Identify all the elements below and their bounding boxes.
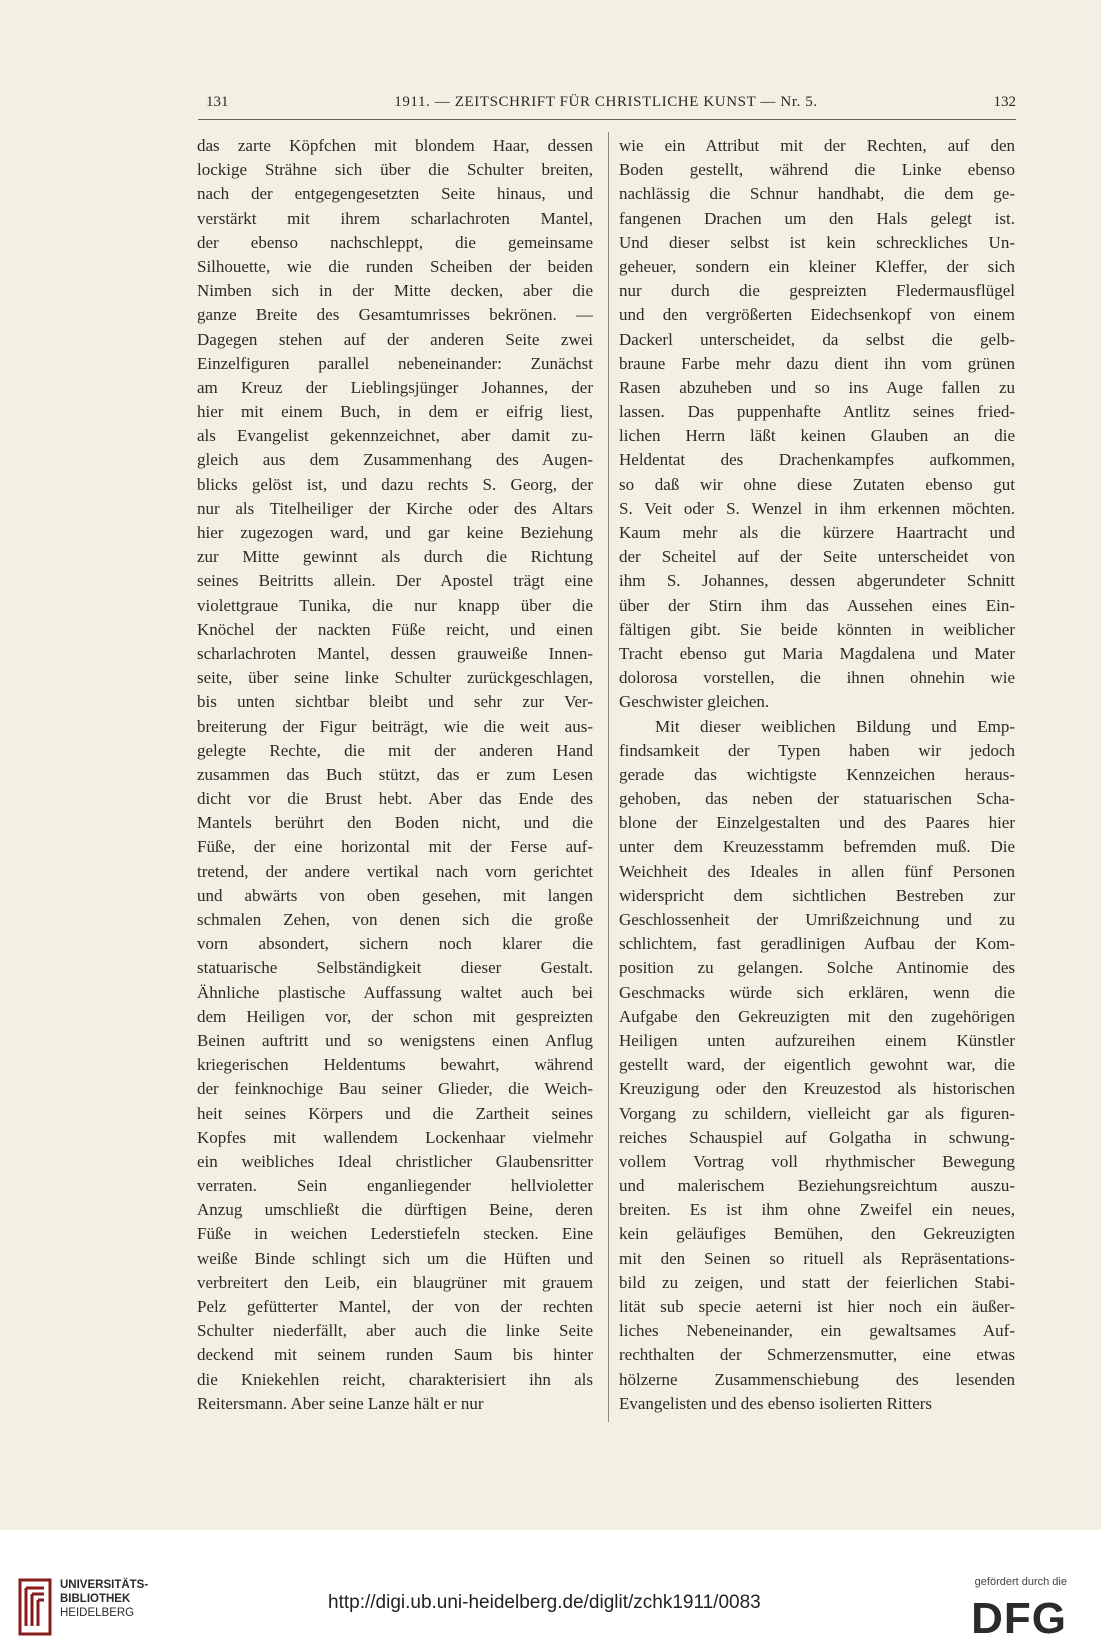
text-line: position zu gelangen. Solche Antinomie des <box>619 958 1015 978</box>
text-line: rechthalten der Schmerzensmutter, eine etwas <box>619 1345 1015 1365</box>
text-line: der Scheitel auf der Seite unterscheidet von <box>619 547 1015 567</box>
text-line: der ebenso nachschleppt, die gemeinsame <box>197 232 593 252</box>
text-line: fältigen gibt. Sie beide könnten in weiblicher <box>619 619 1015 639</box>
text-line: fangenen Drachen um den Hals gelegt ist. <box>619 208 1015 228</box>
text-line: gerade das wichtigste Kennzeichen heraus- <box>619 764 1015 784</box>
text-line: Weichheit des Ideales in allen fünf Personen <box>619 861 1015 881</box>
text-line: Schulter niederfällt, aber auch die linke Seite <box>197 1321 593 1341</box>
text-line: vorn absondert, sichern noch klarer die <box>197 934 593 954</box>
text-line: Kaum mehr als die kürzere Haartracht und <box>619 523 1015 542</box>
text-line: Und dieser selbst ist kein schreckliches Un- <box>619 232 1015 252</box>
text-line: Dagegen stehen auf der anderen Seite zwei <box>197 329 593 349</box>
running-header <box>196 92 1016 118</box>
text-line: gestellt ward, der eigentlich gewohnt war, die <box>619 1055 1015 1075</box>
text-line: verraten. Sein enganliegender hellvioletter <box>197 1176 593 1196</box>
text-line: nur durch die gespreizten Fledermausflügel <box>619 281 1015 301</box>
text-line: Kreuzigung oder den Kreuzestod als historischen <box>619 1079 1015 1099</box>
university-library-logo-icon <box>18 1578 52 1636</box>
text-line: widerspricht dem sichtlichen Bestreben zur <box>619 885 1015 905</box>
text-line: Geschlossenheit der Umrißzeichnung und zu <box>619 910 1015 929</box>
text-line: dem Heiligen vor, der schon mit gespreizten <box>197 1006 593 1026</box>
text-line: dolorosa vorstellen, die ihnen ohnehin wie <box>619 668 1015 688</box>
text-line: violettgraue Tunika, die nur knapp über die <box>197 595 593 615</box>
text-line: verstärkt mit ihrem scharlachroten Mantel, <box>197 208 593 228</box>
text-line: und den vergrößerten Eidechsenkopf von einem <box>619 305 1015 325</box>
text-line: Aufgabe den Gekreuzigten mit den zugehörigen <box>619 1006 1015 1026</box>
text-line: schmalen Zehen, von denen sich die große <box>197 910 593 929</box>
text-line: gelegte Rechte, die mit der anderen Hand <box>197 740 593 760</box>
text-line: kriegerischen Heldentums bewahrt, während <box>197 1055 593 1075</box>
library-line: HEIDELBERG <box>60 1607 135 1619</box>
text-line: Füße in weichen Lederstiefeln stecken. Eine <box>197 1224 593 1244</box>
text-line: seite, über seine linke Schulter zurückgeschlagen, <box>197 668 593 688</box>
header-rule <box>198 119 1016 120</box>
text-line: breiterung der Figur beiträgt, wie die weit aus- <box>197 716 593 736</box>
text-line: scharlachroten Mantel, dessen grauweiße Innen- <box>197 643 593 663</box>
text-line: tretend, der andere vertikal nach vorn gerichtet <box>197 861 593 881</box>
text-line: lität sub specie aeterni ist hier noch ein äußer- <box>619 1297 1015 1316</box>
text-line: Einzelfiguren parallel nebeneinander: Zunächst <box>197 353 593 373</box>
text-line: breiten. Es ist ihm ohne Zweifel ein neues, <box>619 1200 1015 1220</box>
text-line: wie ein Attribut mit der Rechten, auf den <box>619 136 1015 155</box>
text-line: nachlässig die Schnur handhabt, die dem ge- <box>619 184 1015 204</box>
text-line: zusammen das Buch stützt, das er zum Lesen <box>197 764 593 784</box>
text-line: verbreitert den Leib, ein blaugrüner mit grauem <box>197 1272 593 1292</box>
text-line: und abwärts von oben gesehen, mit langen <box>197 885 593 905</box>
column-divider <box>608 132 609 1422</box>
text-line: findsamkeit der Typen haben wir jedoch <box>619 740 1015 760</box>
text-line: braune Farbe mehr dazu dient ihn vom grünen <box>619 353 1015 373</box>
text-line: Reitersmann. Aber seine Lanze hält er nur <box>197 1393 484 1413</box>
text-line: ganze Breite des Gesamtumrisses bekrönen. — <box>197 305 593 325</box>
text-line: Mit dieser weiblichen Bildung und Emp- <box>655 716 1015 736</box>
text-line: Beinen auftritt und so wenigstens einen Anflug <box>197 1030 593 1050</box>
text-line: reiches Schauspiel auf Golgatha in schwung- <box>619 1127 1015 1147</box>
text-line: kein geläufiges Bemühen, den Gekreuzigten <box>619 1224 1015 1244</box>
text-line: Füße, der eine horizontal mit der Ferse auf- <box>197 837 593 857</box>
text-line: nur als Titelheiliger der Kirche oder des Altars <box>197 498 593 518</box>
text-line: hölzerne Zusammenschiebung des lesenden <box>619 1369 1015 1389</box>
text-line: hier mit einem Buch, in dem er eifrig liest, <box>197 402 593 422</box>
text-line: hier zugezogen ward, und gar keine Beziehung <box>197 523 593 542</box>
text-line: als Evangelist gekennzeichnet, aber damit zu- <box>197 426 593 446</box>
text-line: Dackerl unterscheidet, da selbst die gelb- <box>619 329 1015 349</box>
text-line: seines Beitritts allein. Der Apostel trägt eine <box>197 571 593 591</box>
text-line: unter dem Kreuzesstamm befremden muß. Die <box>619 837 1015 857</box>
text-line: schlichtem, fast geradlinigen Aufbau der Kom- <box>619 934 1015 954</box>
text-line: weiße Binde schlingt sich um die Hüften und <box>197 1248 593 1268</box>
text-line: Evangelisten und des ebenso isolierten Ritters <box>619 1393 933 1413</box>
library-line: UNIVERSITÄTS- <box>60 1579 149 1591</box>
text-line: nach der entgegengesetzten Seite hinaus, und <box>197 184 593 204</box>
text-line: Mantels berührt den Boden nicht, und die <box>197 813 593 833</box>
text-line: lockige Strähne sich über die Schulter breiten, <box>197 160 593 180</box>
text-line: deckend mit seinem runden Saum bis hinter <box>197 1345 593 1365</box>
text-line: Silhouette, wie die runden Scheiben der beiden <box>197 256 593 276</box>
text-line: Tracht ebenso gut Maria Magdalena und Mater <box>619 643 1015 663</box>
text-line: heit seines Körpers und die Zartheit seines <box>197 1103 593 1123</box>
text-line: blicks gelöst ist, und dazu rechts S. Georg, der <box>197 474 593 494</box>
text-line: lassen. Das puppenhafte Antlitz seines fried- <box>619 402 1015 422</box>
text-line: ihm S. Johannes, dessen abgerundeter Schnitt <box>619 571 1015 591</box>
text-line: ein weibliches Ideal christlicher Glaubensritter <box>197 1151 593 1171</box>
text-line: Geschmacks würde sich erklären, wenn die <box>619 982 1015 1002</box>
text-line: bis unten sichtbar bleibt und sehr zur Ver- <box>197 692 593 712</box>
running-title: 1911. — ZEITSCHRIFT FÜR CHRISTLICHE KUNST — Nr. 5. <box>394 94 818 110</box>
text-line: Heldentat des Drachenkampfes aufkommen, <box>619 450 1015 470</box>
text-line: Anzug umschließt die dürftigen Beine, deren <box>197 1200 593 1220</box>
dfg-logo: DFG <box>971 1594 1067 1643</box>
text-line: geheuer, sondern ein kleiner Kleffer, der sich <box>619 256 1015 276</box>
text-line: Heiligen unten aufzureihen einem Künstler <box>619 1030 1015 1050</box>
text-line: Knöchel der nackten Füße reicht, und einen <box>197 619 593 639</box>
text-line: Geschwister gleichen. <box>619 692 770 712</box>
text-line: statuarische Selbständigkeit dieser Gestalt. <box>197 958 593 978</box>
permalink-url[interactable]: http://digi.ub.uni-heidelberg.de/diglit/zchk1911/0083 <box>328 1592 761 1613</box>
page-number-right: 132 <box>993 94 1016 110</box>
text-line: Vorgang zu schildern, vielleicht gar als figuren- <box>619 1103 1015 1123</box>
text-line: S. Veit oder S. Wenzel in ihm erkennen möchten. <box>619 498 1015 518</box>
text-line: Rasen abzuheben und so ins Auge fallen zu <box>619 377 1015 397</box>
text-line: das zarte Köpfchen mit blondem Haar, dessen <box>197 136 593 155</box>
text-line: liches Nebeneinander, ein gewaltsames Auf- <box>619 1321 1015 1341</box>
text-line: gehoben, das neben der statuarischen Scha- <box>619 789 1015 809</box>
text-line: bild zu zeigen, und statt der feierlichen Stabi- <box>619 1272 1015 1292</box>
text-column-right <box>619 134 1015 1416</box>
text-line: lichen Herrn läßt keinen Glauben an die <box>619 426 1015 446</box>
text-line: der feinknochige Bau seiner Glieder, die Weich- <box>197 1079 593 1099</box>
library-line: BIBLIOTHEK <box>60 1593 131 1605</box>
text-line: vollem Vortrag voll rhythmischer Bewegung <box>619 1151 1015 1171</box>
text-line: und malerischem Beziehungsreichtum auszu- <box>619 1176 1015 1196</box>
text-line: am Kreuz der Lieblingsjünger Johannes, der <box>197 377 593 397</box>
text-line: so daß wir ohne diese Zutaten ebenso gut <box>619 474 1015 494</box>
text-line: dicht vor die Brust hebt. Aber das Ende des <box>197 789 593 809</box>
text-line: Pelz gefütterter Mantel, der von der rechten <box>197 1297 593 1316</box>
text-line: Ähnliche plastische Auffassung waltet auch bei <box>197 982 593 1002</box>
footer-bar <box>0 1530 1101 1648</box>
text-line: Boden gestellt, während die Linke ebenso <box>619 160 1015 180</box>
text-line: blone der Einzelgestalten und des Paares hier <box>619 813 1015 833</box>
text-line: über der Stirn ihm das Aussehen eines Ein- <box>619 595 1015 615</box>
funding-caption: gefördert durch die <box>974 1576 1067 1588</box>
page-number-left: 131 <box>206 94 229 110</box>
text-line: zur Mitte gewinnt als durch die Richtung <box>197 547 593 567</box>
text-line: mit den Seinen so rituell als Repräsentations- <box>619 1248 1015 1268</box>
text-line: gleich aus dem Zusammenhang des Augen- <box>197 450 593 470</box>
text-line: die Kniekehlen reicht, charakterisiert ihn als <box>197 1369 593 1389</box>
text-line: Nimben sich in der Mitte decken, aber die <box>197 281 593 301</box>
library-name <box>60 1578 148 1620</box>
text-line: Kopfes mit wallendem Lockenhaar vielmehr <box>197 1127 593 1147</box>
text-column-left <box>197 134 593 1416</box>
